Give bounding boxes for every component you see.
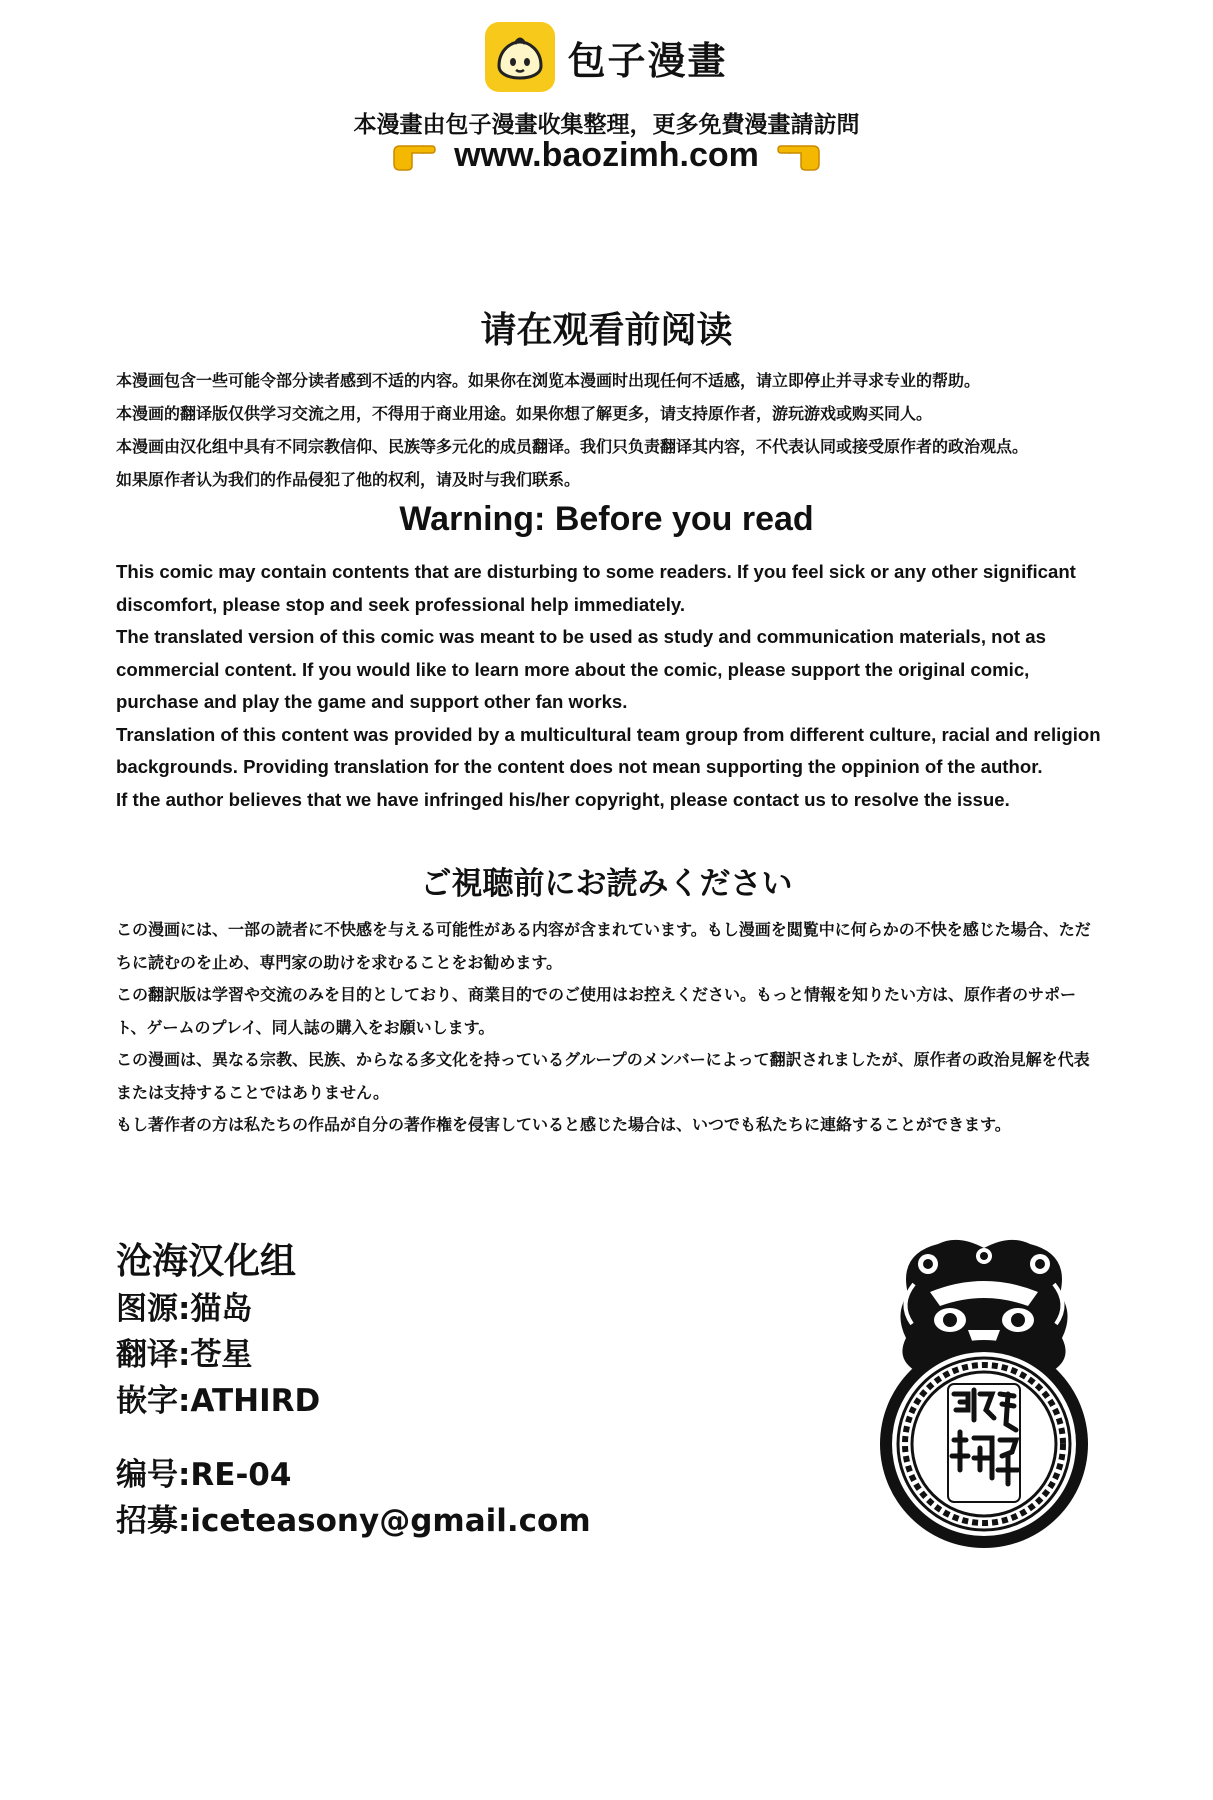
lion-seal-logo-icon [868,1234,1100,1550]
url-row [0,136,1213,175]
credit-recruit-email[interactable]: 招募:iceteasony@gmail.com [116,1503,591,1539]
credit-translation: 翻译:苍星 [116,1337,253,1373]
english-warning-title: Warning: Before you read [399,500,814,538]
english-paragraph: If the author believes that we have infringed his/her copyright, please contact us to resolve the issue. [116,788,1010,810]
seal-circle [880,1340,1088,1548]
brand-header [0,22,1213,92]
english-paragraph: This comic may contain contents that are disturbing to some readers. If you feel sick or any other significant discomfort, please stop and seek professional help immediately. [116,561,1076,615]
japanese-warning-title: ご視聴前にお読みください [420,866,793,902]
credit-number: 编号:RE-04 [116,1457,292,1493]
japanese-paragraph: この翻訳版は学習や交流のみを目的としており、商業目的でのご使用はお控えください。もっと情報を知りたい方は、原作者のサポート、ゲームのプレイ、同人誌の購入をお願いします。 [116,985,1077,1037]
pointing-left-hand-icon [777,140,821,172]
credit-source: 图源:猫岛 [116,1291,253,1327]
credit-typesetting: 嵌字:ATHIRD [116,1383,321,1419]
japanese-paragraph: この漫画には、一部の読者に不快感を与える可能性がある内容が含まれています。もし漫画を閲覧中に何らかの不快を感じた場合、ただちに読むのを止め、専門家の助けを求むることをお勧めます。 [116,920,1091,972]
group-name: 沧海汉化组 [116,1241,297,1282]
chinese-warning-title: 请在观看前阅读 [480,310,733,351]
japanese-paragraph: この漫画は、異なる宗教、民族、からなる多文化を持っているグループのメンバーによって翻訳されましたが、原作者の政治見解を代表または支持することではありません。 [116,1050,1090,1102]
brand-name: 包子漫畫 [567,38,728,83]
chinese-line: 如果原作者认为我们的作品侵犯了他的权利，请及时与我们联系。 [116,470,581,489]
english-paragraph: The translated version of this comic was meant to be used as study and communication materials, not as commercial content. If you would like to learn more about the comic, please support the original comic, purchase and play the game and support other fan works. [116,626,1046,712]
pointing-right-hand-icon [392,140,436,172]
english-warning-text [116,556,1104,816]
chinese-warning-text [116,364,1104,496]
chinese-line: 本漫画的翻译版仅供学习交流之用，不得用于商业用途。如果你想了解更多，请支持原作者，游玩游戏或购买同人。 [116,404,933,423]
chinese-line: 本漫画由汉化组中具有不同宗教信仰、民族等多元化的成员翻译。我们只负责翻译其内容，不代表认同或接受原作者的政治观点。 [116,437,1029,456]
baozi-logo-icon [485,22,555,92]
credits-block [116,1238,591,1544]
japanese-warning-text [116,914,1104,1142]
english-paragraph: Translation of this content was provided by a multicultural team group from different culture, racial and religion backgrounds. Providing translation for the content does not mean supporting the oppinion of the author. [116,723,1101,777]
chinese-line: 本漫画包含一些可能令部分读者感到不适的内容。如果你在浏览本漫画时出现任何不适感，请立即停止并寻求专业的帮助。 [116,371,981,390]
site-notice: 本漫畫由包子漫畫收集整理，更多免費漫畫請訪問 [353,112,860,138]
japanese-paragraph: もし著作者の方は私たちの作品が自分の著作権を侵害していると感じた場合は、いつでも私たちに連絡することができます。 [116,1115,1011,1134]
site-url-link[interactable]: www.baozimh.com [454,136,759,174]
